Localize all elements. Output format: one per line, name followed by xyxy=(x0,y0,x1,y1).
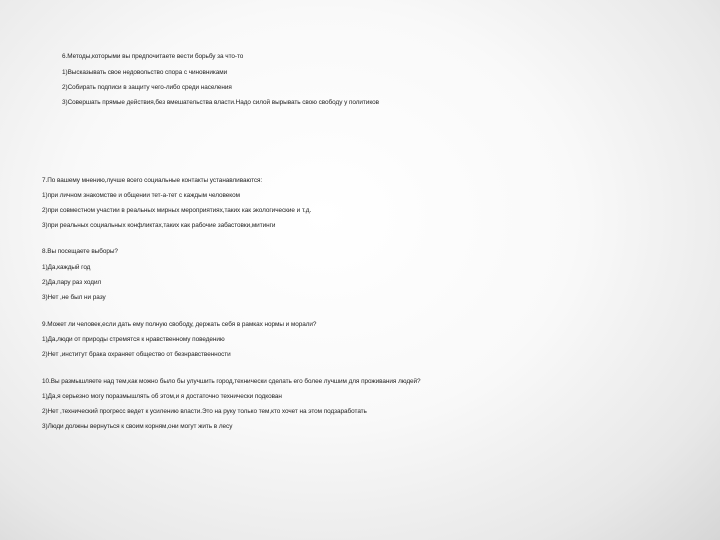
q9-question: 9.Может ли человек,если дать ему полную свободу, держать себя в рамках нормы и морали? xyxy=(42,321,317,328)
q10-option-1: 1)Да,я серьезно могу поразмышлять об этом,и я достаточно технически подкован xyxy=(42,393,282,400)
q8-option-3: 3)Нет ,не был ни разу xyxy=(42,294,106,301)
q7-option-3: 3)при реальных социальных конфликтах,таких как рабочие забастовки,митинги xyxy=(42,222,276,229)
q7-option-1: 1)при личном знакомстве и общении тет-а-тет с каждым человеком xyxy=(42,192,240,199)
q6-question: 6.Методы,которыми вы предпочитаете вести борьбу за что-то xyxy=(62,53,244,60)
q8-question: 8.Вы посещаете выборы? xyxy=(42,248,118,255)
q7-option-2: 2)при совместном участии в реальных мирных мероприятиях,таких как экологические и т.д. xyxy=(42,207,312,214)
q6-option-1: 1)Высказывать свое недовольство спора с чиновниками xyxy=(62,69,228,76)
q10-question: 10.Вы размышляете над тем,как можно было бы улучшить город,технически сделать его более лучшим для проживания людей? xyxy=(42,378,421,385)
q7-question: 7.По вашему мнению,лучше всего социальные контакты устанавливаются: xyxy=(42,177,263,184)
q8-option-1: 1)Да,каждый год xyxy=(42,264,91,271)
q8-option-2: 2)Да,пару раз ходил xyxy=(42,279,102,286)
q6-option-2: 2)Собирать подписи в защиту чего-либо среди населения xyxy=(62,84,232,91)
q10-option-3: 3)Люди должны вернуться к своим корням,они могут жить в лесу xyxy=(42,423,233,430)
q6-option-3: 3)Совершать прямые действия,без вмешательства власти.Надо силой вырывать свою свободу у политиков xyxy=(62,99,379,106)
q9-option-1: 1)Да,люди от природы стремятся к нравственному поведению xyxy=(42,336,225,343)
q10-option-2: 2)Нет ,технический прогресс ведет к усилению власти.Это на руку только тем,кто хочет на этом подзаработать xyxy=(42,408,367,415)
q9-option-2: 2)Нет ,институт брака охраняет общество от безнравственности xyxy=(42,351,231,358)
